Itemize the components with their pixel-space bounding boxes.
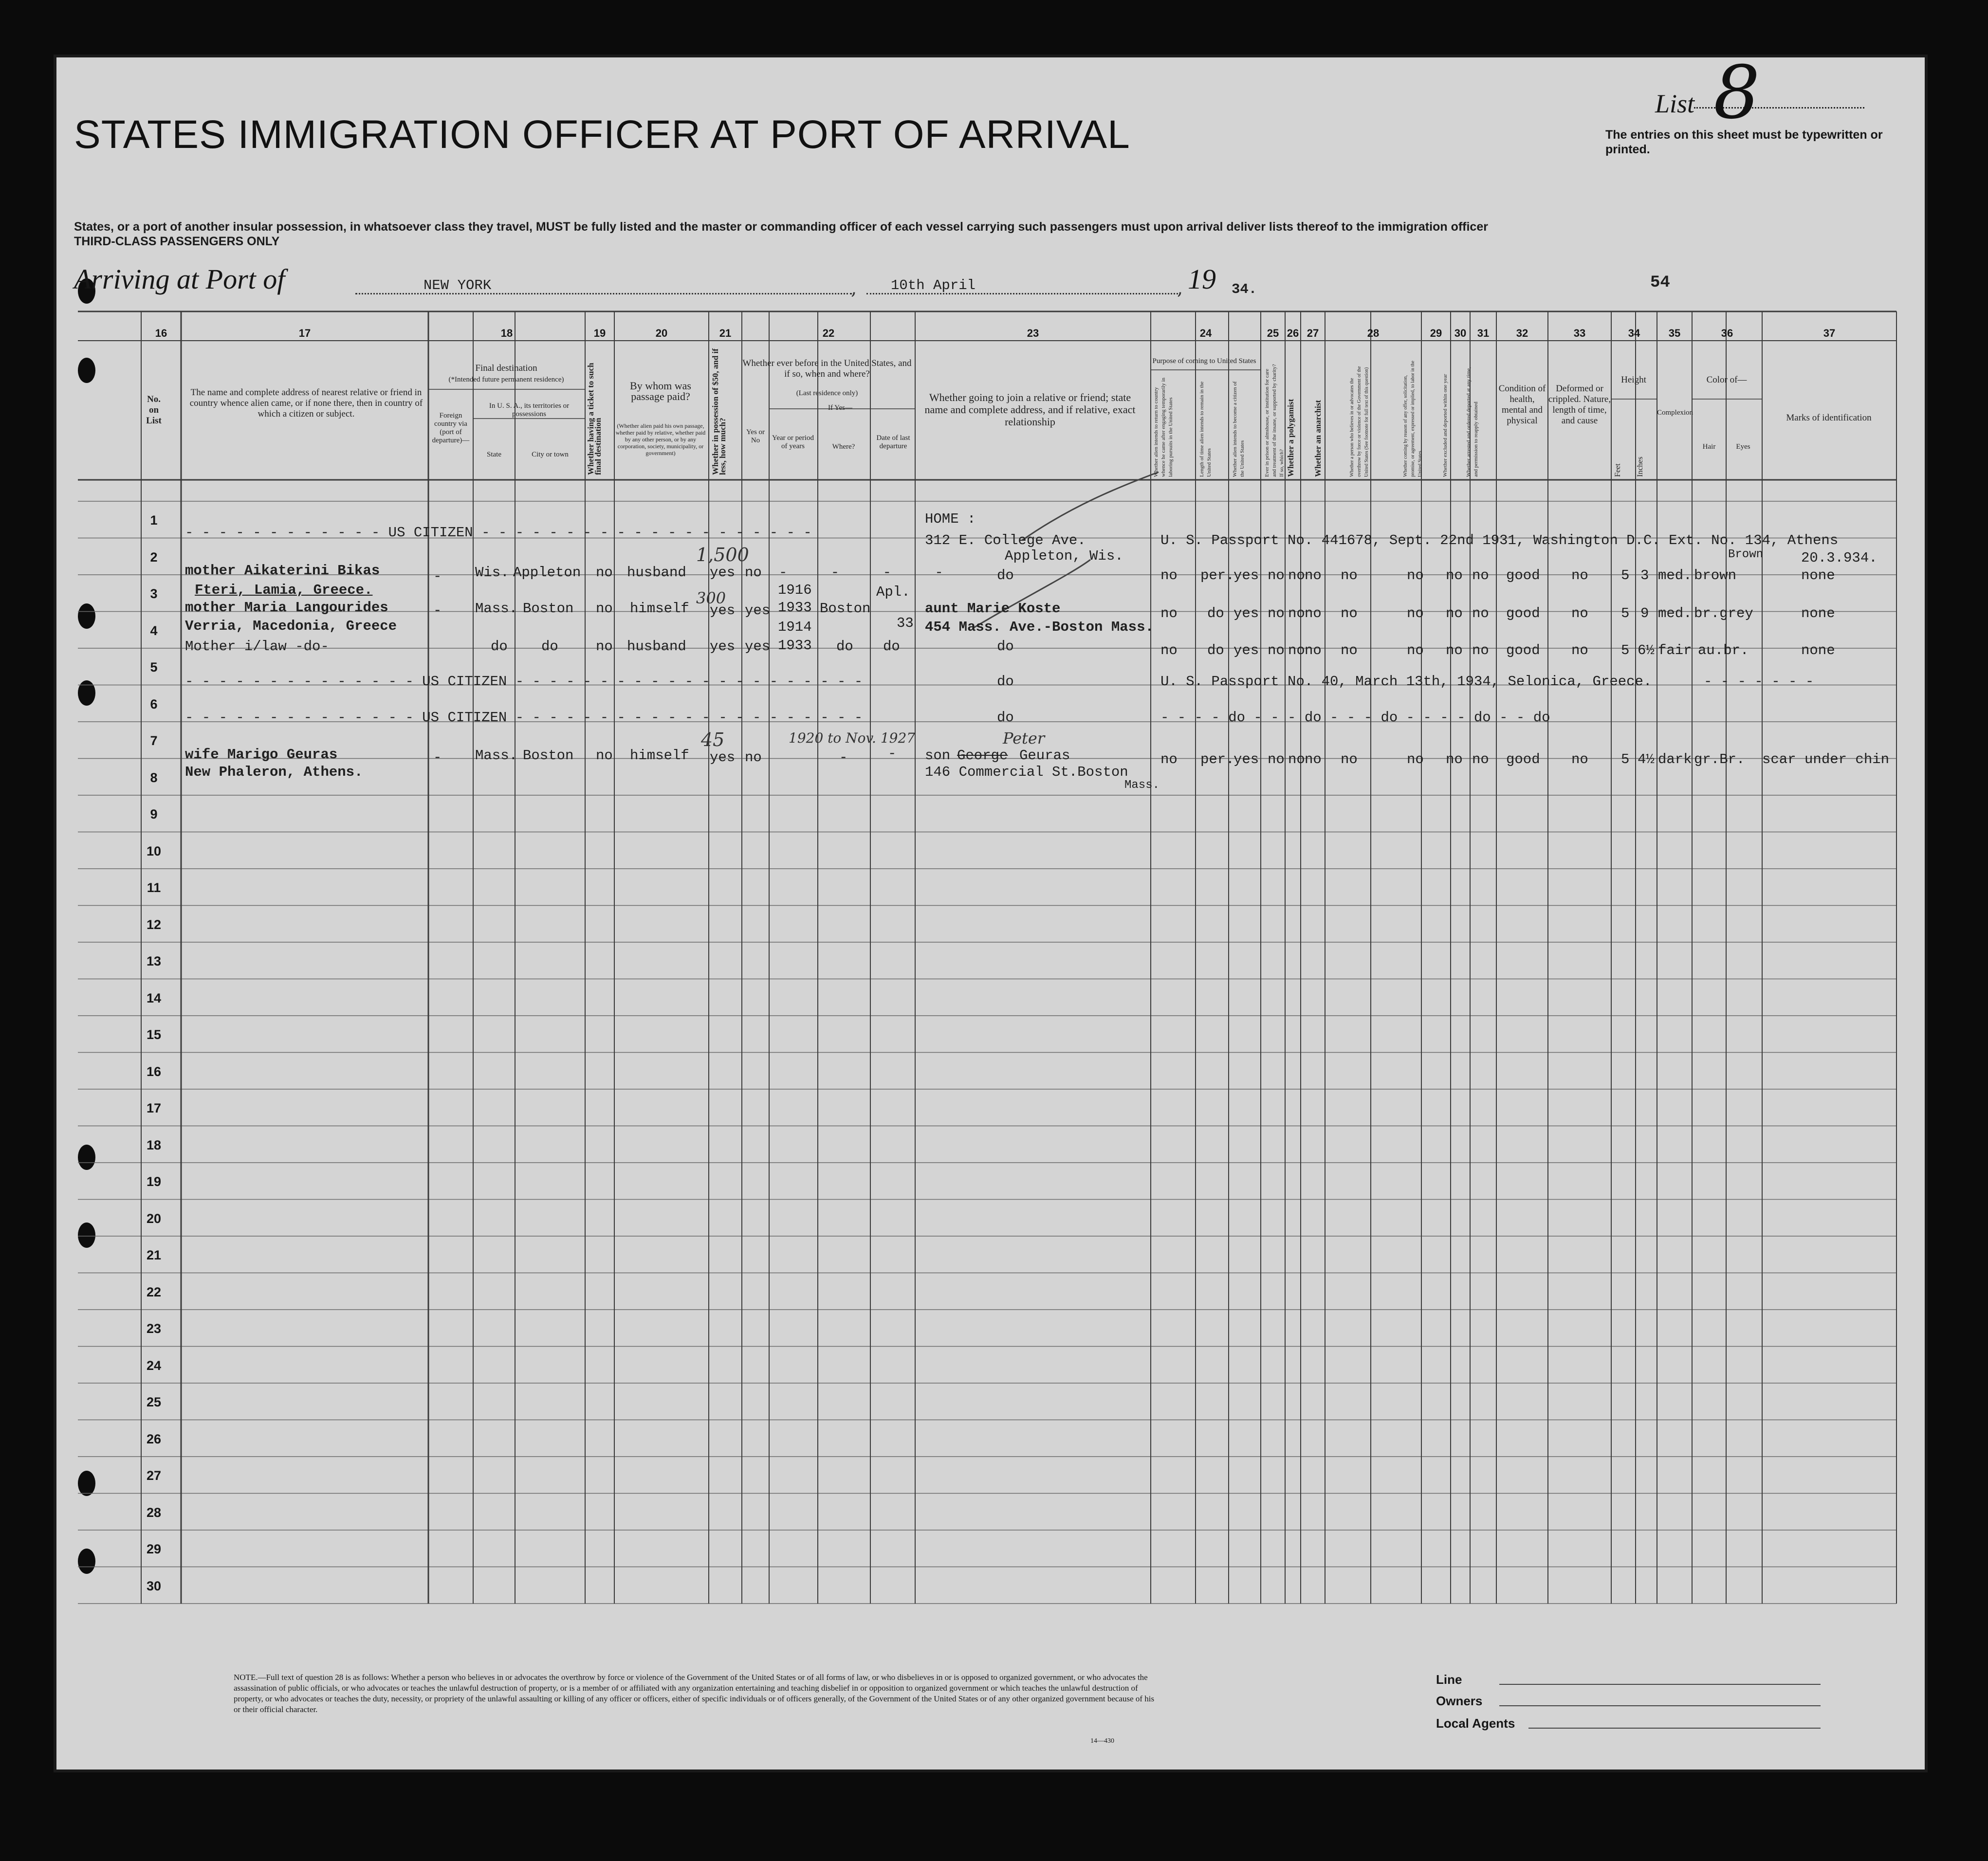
- attribute-value: 6½: [1638, 642, 1655, 658]
- column-number: 24: [1199, 327, 1212, 339]
- r2-city: Appleton: [513, 565, 581, 581]
- row-number: 18: [146, 1137, 162, 1152]
- year-suffix: 34.: [1232, 281, 1257, 297]
- attribute-value: 5: [1621, 751, 1630, 767]
- attribute-value: no: [1160, 605, 1178, 621]
- page-number: 54: [1650, 274, 1670, 292]
- list-label: List: [1655, 89, 1695, 118]
- row-number: 30: [146, 1578, 162, 1593]
- comma2: ,: [1177, 277, 1183, 299]
- hdr-before-note: (Last residence only): [796, 389, 858, 397]
- attribute-value: no: [1472, 751, 1489, 767]
- column-number: 36: [1721, 327, 1733, 339]
- r7-foreign: -: [433, 749, 442, 766]
- attribute-value: fair: [1658, 642, 1692, 658]
- attribute-value: no: [1341, 605, 1358, 621]
- r2-paid-by: husband: [627, 565, 686, 581]
- r7-money-hand: 45: [701, 729, 725, 750]
- hdr-yes-no: Yes or No: [746, 428, 765, 444]
- year-prefix: 19: [1188, 263, 1216, 295]
- attribute-value: no: [1305, 567, 1322, 584]
- column-number: 16: [155, 327, 167, 339]
- hdr-before-us: Whether ever before in the United States, and if so, when and where?: [742, 358, 912, 379]
- attribute-value: 5: [1621, 642, 1630, 658]
- row-number: 22: [146, 1284, 162, 1299]
- r2-dashes: - - - -: [779, 565, 961, 581]
- row-number: 4: [150, 623, 158, 638]
- attribute-value: no: [1305, 642, 1322, 658]
- row-number: 26: [146, 1431, 162, 1446]
- attribute-value: no: [1305, 751, 1322, 767]
- r7-join-address: 146 Commercial St.Boston: [925, 764, 1128, 780]
- attribute-value: yes: [1233, 642, 1259, 658]
- r3-city: Boston: [523, 601, 574, 617]
- hdr-city: City or town: [532, 451, 569, 458]
- r3-paid-by: himself: [630, 601, 689, 617]
- row-number: 23: [146, 1321, 162, 1336]
- r7-state: Mass.: [475, 748, 518, 764]
- hdr-state: State: [487, 451, 501, 458]
- attribute-value: 5: [1621, 605, 1630, 621]
- r3-relative-address: Verria, Macedonia, Greece: [185, 618, 397, 634]
- hdr-final-destination-note: (*Intended future permanent residence): [448, 376, 564, 383]
- r5-tail: - - - - - - -: [1704, 674, 1814, 690]
- hdr-marks: Marks of identification: [1786, 413, 1872, 423]
- attribute-value: no: [1160, 642, 1178, 658]
- line-label: Line: [1436, 1672, 1462, 1687]
- r3-money-hand: 300: [696, 589, 726, 607]
- r7-join-struck-name: George: [957, 748, 1008, 764]
- row-number: 29: [146, 1542, 162, 1556]
- attribute-value: no: [1571, 605, 1588, 621]
- r7-relative-address: New Phaleron, Athens.: [185, 764, 363, 780]
- port-value: NEW YORK: [423, 277, 492, 293]
- row-number: 11: [147, 880, 161, 895]
- attribute-value: none: [1801, 567, 1835, 584]
- hdr-final-destination: Final destination: [475, 363, 537, 373]
- hdr-purpose-return: Whether alien intends to return to country whence he came after engaging temporarily in laboring pursuits in the United States: [1153, 377, 1174, 477]
- column-number: 22: [822, 327, 835, 339]
- hdr-passage-note: (Whether alien paid his own passage, whether paid by relative, whether paid by any other person, or by any corporation, society, municipality, or government): [615, 422, 706, 456]
- r2-foreign: -: [433, 568, 442, 584]
- row-number: 10: [146, 843, 162, 858]
- r4-city: do: [541, 639, 558, 655]
- r6-relative: - - - - - - - - - - - - - - US CITIZEN - - - - - - - - - - - - - - - - - - - - -: [185, 710, 863, 726]
- column-number: 37: [1823, 327, 1836, 339]
- attribute-value: no: [1446, 751, 1463, 767]
- r7-ticket: no: [596, 748, 613, 764]
- attribute-value: no: [1288, 642, 1305, 658]
- hdr-passage-paid: By whom was passage paid?: [630, 380, 691, 402]
- hdr-color-of: Color of—: [1706, 375, 1747, 385]
- column-number: 21: [719, 327, 732, 339]
- hdr-inches: Inches: [1636, 456, 1644, 477]
- r1-ext-date: 20.3.934.: [1801, 550, 1878, 566]
- r1-passport: U. S. Passport No. 441678, Sept. 22nd 1931, Washington D.C. Ext. No. 134, Athens: [1160, 532, 1839, 548]
- r4-ticket: no: [596, 639, 613, 655]
- form-instructions: States, or a port of another insular possession, in whatsoever class they travel, MUST be fully listed and the master or commanding officer of each vessel carrying such passengers must upon arrival deliver lists thereof to the immigration officer: [74, 220, 1488, 234]
- r1-address: 312 E. College Ave.: [925, 532, 1086, 548]
- r7-paid-by: himself: [630, 748, 689, 764]
- r4-where: do: [836, 639, 853, 655]
- r6-rest: - - - - do - - - do - - - do - - - - do - - do: [1160, 710, 1550, 726]
- row-number: 8: [150, 770, 158, 785]
- hdr-no-on-list: No. on List: [146, 394, 162, 426]
- attribute-value: 4½: [1638, 751, 1655, 767]
- hdr-overthrow: Whether a person who believes in or advocates the overthrow by force or violence of the Government of the United States (See footnote for full text of this question): [1349, 366, 1369, 477]
- hdr-money: Whether in possession of $50, and if less, how much?: [711, 348, 727, 475]
- r7-join-hand: Peter: [1003, 729, 1045, 748]
- row-number: 28: [146, 1505, 162, 1520]
- r5-join: do: [997, 674, 1014, 690]
- attribute-value: no: [1288, 567, 1305, 584]
- agents-blank: [1528, 1728, 1821, 1729]
- r7-before: no: [745, 749, 762, 766]
- line-blank: [1499, 1684, 1821, 1685]
- attribute-value: 9: [1640, 605, 1649, 621]
- attribute-value: no: [1305, 605, 1322, 621]
- hdr-excluded: Whether excluded and deported within one year: [1442, 374, 1448, 477]
- column-number: 31: [1477, 327, 1490, 339]
- hdr-purpose: Purpose of coming to United States: [1152, 357, 1256, 365]
- column-number: 34: [1628, 327, 1640, 339]
- attribute-value: good: [1506, 567, 1540, 584]
- r5-relative: - - - - - - - - - - - - - - US CITIZEN - - - - - - - - - - - - - - - - - - - - -: [185, 674, 863, 690]
- hdr-prison: Ever in prison or almshouse, or institution for care and treatment of the insane, or supported by charity? If so, which?: [1264, 364, 1285, 477]
- r3-relative-name: mother Maria Langourides: [185, 600, 388, 616]
- attribute-value: no: [1446, 567, 1463, 584]
- row-number: 15: [146, 1027, 162, 1042]
- column-number: 28: [1367, 327, 1380, 339]
- r7-where-dash: -: [839, 749, 848, 766]
- r7-before-hand: 1920 to Nov. 1927: [789, 730, 916, 746]
- r3-depart-year: 33: [897, 615, 914, 631]
- r7-depart-dash: -: [888, 746, 897, 762]
- r3-depart-month: Apl.: [876, 584, 910, 600]
- attribute-value: none: [1801, 642, 1835, 658]
- attribute-value: no: [1268, 567, 1285, 584]
- r4-depart: do: [883, 639, 900, 655]
- hdr-complexion: Complexion: [1657, 409, 1693, 417]
- attribute-value: no: [1268, 605, 1285, 621]
- r5-passport: U. S. Passport No. 40, March 13th, 1934, Selonica, Greece.: [1160, 674, 1652, 690]
- column-number: 30: [1454, 327, 1467, 339]
- hdr-relative: The name and complete address of nearest relative or friend in country whence alien came, or if none there, then in country of which a citizen or subject.: [189, 387, 423, 419]
- attribute-value: no: [1341, 567, 1358, 584]
- r2-money: yes: [710, 565, 736, 581]
- row-number: 19: [146, 1174, 162, 1189]
- r7-relative-name: wife Marigo Geuras: [185, 747, 338, 763]
- row-number: 16: [146, 1064, 162, 1079]
- row-number: 24: [146, 1358, 162, 1373]
- r3-before: yes: [745, 602, 771, 619]
- attribute-value: brown: [1694, 567, 1737, 584]
- attribute-value: no: [1407, 567, 1424, 584]
- attribute-value: no: [1446, 642, 1463, 658]
- r2-join-do: do: [997, 567, 1014, 584]
- hdr-ticket: Whether having a ticket to such final destination: [586, 363, 603, 475]
- attribute-value: dark: [1658, 751, 1692, 767]
- r2-money-hand: 1,500: [696, 544, 749, 566]
- attribute-value: med.: [1658, 605, 1692, 621]
- r3-ticket: no: [596, 601, 613, 617]
- hdr-date-departure: Date of last departure: [876, 434, 910, 450]
- attribute-value: no: [1288, 751, 1305, 767]
- hdr-arrested: Whether arrested and ordered deported at any time, and permission to reapply obtained: [1466, 366, 1479, 477]
- r4-before: yes: [745, 639, 771, 655]
- attribute-value: per.: [1200, 567, 1234, 584]
- attribute-value: none: [1801, 605, 1835, 621]
- attribute-value: yes: [1233, 605, 1259, 621]
- attribute-value: no: [1571, 567, 1588, 584]
- r7-join-surname: Geuras: [1019, 748, 1070, 764]
- attribute-value: no: [1160, 567, 1178, 584]
- attribute-value: no: [1341, 642, 1358, 658]
- hdr-purpose-length: Length of time alien intends to remain in the United States: [1199, 381, 1212, 477]
- r4-money: yes: [710, 639, 736, 655]
- hdr-if-yes: If Yes—: [828, 404, 852, 412]
- r4-paid-by: husband: [627, 639, 686, 655]
- r1-home: HOME :: [925, 511, 976, 527]
- row-number: 5: [150, 660, 158, 675]
- local-agents-label: Local Agents: [1436, 1716, 1515, 1731]
- hdr-health: Condition of health, mental and physical: [1498, 383, 1546, 426]
- r3-foreign: -: [433, 602, 442, 619]
- entries-note: The entries on this sheet must be typewritten or printed.: [1605, 128, 1883, 156]
- row-number: 14: [146, 990, 162, 1005]
- row-number: 13: [146, 954, 162, 968]
- comma: ,: [851, 277, 857, 299]
- r6-join: do: [997, 710, 1014, 726]
- column-number: 33: [1573, 327, 1586, 339]
- list-number: 8: [1713, 51, 1760, 135]
- owners-label: Owners: [1436, 1694, 1483, 1708]
- r3-join-address: 454 Mass. Ave.-Boston Mass.: [925, 619, 1154, 635]
- attribute-value: no: [1407, 605, 1424, 621]
- r3-money: yes: [710, 602, 736, 619]
- hdr-usa: In U. S. A., its territories or possessions: [489, 402, 570, 418]
- r2-relative-name: mother Aikaterini Bikas: [185, 563, 380, 579]
- form-title: STATES IMMIGRATION OFFICER AT PORT OF ARRIVAL: [74, 112, 1130, 157]
- row-number: 20: [146, 1211, 162, 1226]
- r7-join-son: son: [925, 748, 951, 764]
- form-number: 14—430: [1090, 1737, 1114, 1745]
- attribute-value: scar under chin: [1762, 751, 1890, 767]
- hdr-period: Year or period of years: [772, 434, 814, 450]
- hdr-joining: Whether going to join a relative or friend; state name and complete address, and if relative, exact relationship: [924, 391, 1136, 428]
- hdr-eyes: Eyes: [1736, 443, 1750, 451]
- r7-join-state: Mass.: [1124, 779, 1160, 792]
- owners-blank: [1499, 1705, 1821, 1706]
- row-number: 9: [150, 807, 158, 821]
- column-number: 26: [1287, 327, 1299, 339]
- attribute-value: no: [1571, 751, 1588, 767]
- attribute-value: no: [1341, 751, 1358, 767]
- row-number: 17: [146, 1101, 162, 1115]
- r7-city: Boston: [523, 748, 574, 764]
- attribute-value: med.: [1658, 567, 1692, 584]
- column-number: 29: [1430, 327, 1442, 339]
- attribute-value: br.grey: [1694, 605, 1753, 621]
- attribute-value: good: [1506, 605, 1540, 621]
- attribute-value: no: [1472, 605, 1489, 621]
- attribute-value: no: [1446, 605, 1463, 621]
- arriving-label: Arriving at Port of: [74, 263, 285, 295]
- attribute-value: no: [1571, 642, 1588, 658]
- r2-before: no: [745, 565, 762, 581]
- column-number: 23: [1027, 327, 1039, 339]
- r4-join: do: [997, 639, 1014, 655]
- attribute-value: yes: [1233, 567, 1259, 584]
- r4-state: do: [491, 639, 508, 655]
- attribute-value: no: [1407, 642, 1424, 658]
- r2-join-city: Appleton, Wis.: [1005, 548, 1123, 564]
- row-number: 2: [150, 549, 158, 565]
- attribute-value: 5: [1621, 567, 1630, 584]
- r4-relative: Mother i/law -do-: [185, 639, 329, 655]
- attribute-value: good: [1506, 751, 1540, 767]
- hdr-offer: Whether coming by reason of any offer, solicitation, promise, or agreement, expressed or implied, to labor in the United States: [1403, 361, 1423, 477]
- r2-relative-address: Fteri, Lamia, Greece.: [195, 582, 373, 598]
- hdr-foreign-country: Foreign country via (port of departure)—: [432, 412, 470, 444]
- attribute-value: per.: [1200, 751, 1234, 767]
- attribute-value: no: [1472, 642, 1489, 658]
- r3-join-name: aunt Marie Koste: [925, 601, 1061, 617]
- row-number: 3: [150, 586, 158, 601]
- row-number: 7: [150, 733, 158, 748]
- r3-state: Mass.: [475, 601, 518, 617]
- column-number: 27: [1307, 327, 1319, 339]
- attribute-value: 3: [1640, 567, 1649, 584]
- hdr-anarchist: Whether an anarchist: [1313, 400, 1323, 477]
- hdr-feet: Feet: [1614, 463, 1622, 477]
- attribute-value: no: [1472, 567, 1489, 584]
- attribute-value: yes: [1233, 751, 1259, 767]
- hdr-deformed: Deformed or crippled. Nature, length of time, and cause: [1548, 383, 1611, 426]
- hdr-polygamist: Whether a polygamist: [1286, 399, 1295, 477]
- hdr-height: Height: [1621, 375, 1646, 385]
- column-number: 18: [500, 327, 513, 339]
- column-number: 17: [298, 327, 311, 339]
- r3-years-to: 1933: [778, 600, 812, 616]
- column-number: 25: [1267, 327, 1279, 339]
- row-number: 6: [150, 696, 158, 712]
- column-number: 35: [1668, 327, 1681, 339]
- row-number: 27: [146, 1468, 162, 1483]
- r2-ticket: no: [596, 565, 613, 581]
- r4-years-from: 1914: [778, 619, 812, 635]
- date-value: 10th April: [891, 277, 976, 293]
- row-number: 21: [146, 1248, 162, 1262]
- r1-brown: Brown: [1728, 548, 1764, 561]
- row-number: 12: [146, 917, 162, 932]
- r2-state: Wis.: [475, 565, 509, 581]
- attribute-value: do: [1207, 605, 1224, 621]
- attribute-value: do: [1207, 642, 1224, 658]
- r4-years-to: 1933: [778, 638, 812, 654]
- attribute-value: good: [1506, 642, 1540, 658]
- column-number: 32: [1516, 327, 1528, 339]
- attribute-value: no: [1160, 751, 1178, 767]
- attribute-value: no: [1268, 751, 1285, 767]
- column-number: 19: [593, 327, 606, 339]
- hdr-hair: Hair: [1702, 443, 1716, 451]
- r1-relative: - - - - - - - - - - - - US CITIZEN - - - - - - - - - - - - - - - - - - - -: [185, 525, 812, 541]
- r3-where: Boston: [820, 601, 871, 617]
- row-number: 1: [150, 513, 158, 528]
- attribute-value: au.br.: [1698, 642, 1749, 658]
- attribute-value: no: [1407, 751, 1424, 767]
- class-notice: THIRD-CLASS PASSENGERS ONLY: [74, 235, 280, 248]
- r7-money: yes: [710, 749, 736, 766]
- column-number: 20: [655, 327, 668, 339]
- hdr-where: Where?: [832, 443, 855, 451]
- r3-years-from: 1916: [778, 582, 812, 598]
- row-number: 25: [146, 1395, 162, 1409]
- attribute-value: gr.Br.: [1694, 751, 1745, 767]
- attribute-value: no: [1268, 642, 1285, 658]
- attribute-value: no: [1288, 605, 1305, 621]
- hdr-purpose-citizen: Whether alien intends to become a citizen of the United States: [1232, 381, 1245, 477]
- footnote-question-28: NOTE.—Full text of question 28 is as follows: Whether a person who believes in or advocates the overthrow by force or violence of the Government of the United States or of all forms of law, or who disbelieves in or is opposed to organized government, or who advocates the assassination of public officials, or who advocates or teaches the unlawful destruction of property, or is a member of or affiliated with any organization entertaining and teaching disbelief in or opposition to organized government or which teaches the unlawful destruction of property, or who advocates or teaches the duty, necessity, or propriety of the unlawful assaulting or killing of any officer or officers, either of specific individuals or of officers generally, of the Government of the United States or of any other organized government because of his or their official character.: [234, 1673, 1155, 1714]
